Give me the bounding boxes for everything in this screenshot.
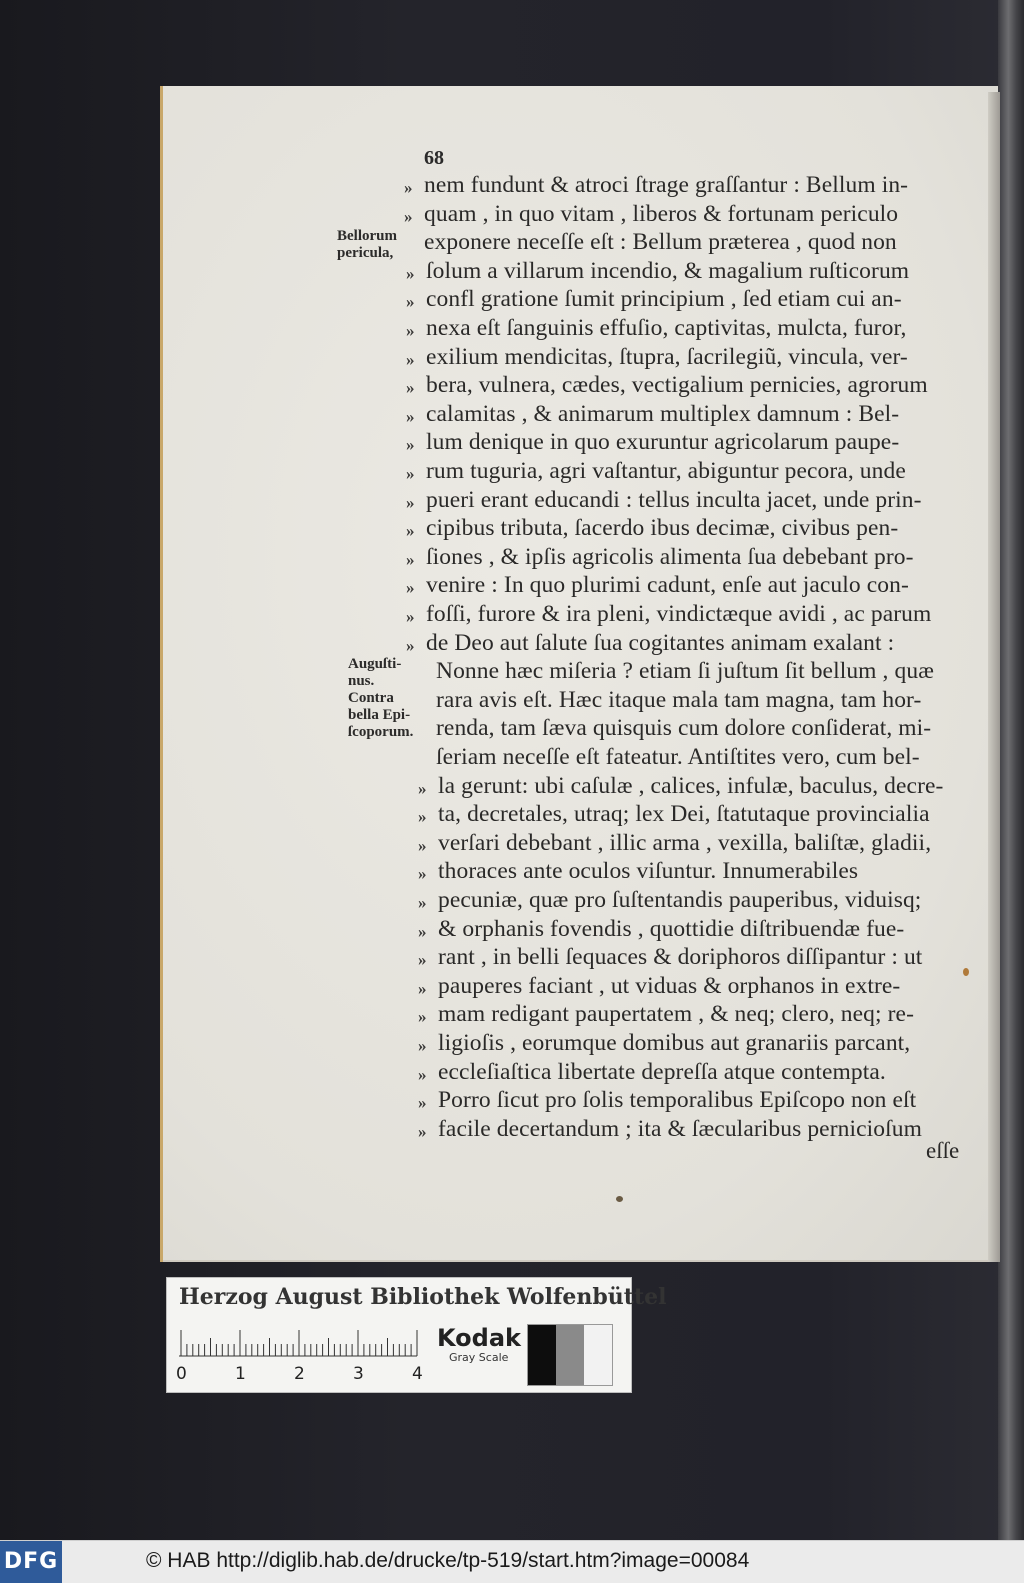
text-line: ſeriam neceſſe eſt fateatur. Antiſtites vero, cum bel- [436, 744, 920, 770]
text-line: thoraces ante oculos viſuntur. Innumerabiles [438, 858, 859, 885]
quotation-mark: » [418, 893, 427, 912]
text-line: Porro ſicut pro ſolis temporalibus Epiſcopo non eſt [438, 1087, 917, 1114]
text-line: la gerunt: ubi caſulæ , calices, infulæ, baculus, decre- [438, 772, 944, 799]
ruler-number: 4 [412, 1364, 423, 1384]
quotation-mark: » [406, 521, 415, 541]
quotation-mark: » [418, 1093, 427, 1113]
text-line: ſiones , & ipſis agricolis alimenta ſua debebant pro- [426, 543, 914, 570]
margin-note-augustinus [348, 656, 413, 741]
text-line: bera, vulnera, cædes, vectigalium pernicies, agrorum [426, 372, 928, 399]
card-title: Herzog August Bibliothek Wolfenbüttel [179, 1284, 667, 1310]
text-line: verſari debebant , illic arma , vexilla, baliſtæ, gladii, [438, 829, 932, 856]
quotation-mark: » [418, 1064, 427, 1084]
grayscale-label: Gray Scale [449, 1351, 509, 1364]
text-line: facile decertandum ; ita & ſæcularibus pernicioſum [438, 1115, 922, 1142]
text-line: calamitas , & animarum multiplex damnum : Bel- [426, 400, 900, 427]
text-line: pueri erant educandi : tellus inculta jacet, unde prin- [426, 486, 922, 513]
quotation-mark: » [406, 635, 415, 655]
ruler-number: 1 [235, 1364, 246, 1384]
book-spine [998, 0, 1024, 1540]
quotation-mark: » [418, 950, 427, 970]
page-number: 68 [424, 147, 444, 169]
text-line: foſſi, furore & ira pleni, vindictæque avidi , ac parum [426, 601, 932, 627]
margin-note-line: bella Epi- [348, 707, 411, 723]
text-line: eccleſiaſtica libertate depreſſa atque contempta. [438, 1058, 886, 1085]
text-line: quam , in quo vitam , liberos & fortunam periculo [424, 200, 899, 227]
margin-note-line: pericula, [337, 245, 394, 261]
copyright-link[interactable]: © HAB http://diglib.hab.de/drucke/tp-519/start.htm?image=00084 [146, 1549, 750, 1572]
gray-swatch [584, 1325, 612, 1385]
text-line: mam redigant paupertatem , & neq; clero, neq; re- [438, 1001, 915, 1028]
catchword: eſſe [926, 1138, 960, 1164]
ruler-scale [179, 1326, 419, 1362]
quotation-mark: » [418, 1007, 427, 1027]
quotation-mark: » [406, 549, 415, 569]
text-line: rant , in belli ſequaces & doriphoros diſſipantur : ut [438, 944, 923, 971]
dfg-logo: DFG [0, 1541, 62, 1583]
margin-note-line: Auguſti- [348, 656, 402, 672]
text-line: rum tuguria, agri vaſtantur, abiguntur pecora, unde [426, 458, 906, 484]
quotation-mark: » [406, 578, 415, 598]
quotation-mark: » [406, 492, 415, 512]
ruler-number: 2 [294, 1364, 305, 1384]
quotation-mark: » [406, 292, 415, 312]
margin-note-line: Contra [348, 690, 394, 706]
quotation-mark: » [418, 921, 427, 941]
quotation-mark: » [406, 263, 415, 283]
text-line: ligioſis , eorumque domibus aut granariis parcant, [438, 1030, 911, 1056]
quotation-mark: » [418, 807, 427, 827]
quotation-mark: » [406, 321, 415, 340]
quotation-mark: » [418, 978, 427, 998]
text-line: cipibus tributa, ſacerdo ibus decimæ, civibus pen- [426, 515, 899, 542]
text-line: & orphanis fovendis , quottidie diſtribuendæ fue- [438, 915, 905, 942]
margin-note-bellorum [337, 228, 397, 262]
text-line: pauperes faciant , ut viduas & orphanos in extre- [438, 972, 901, 999]
text-line: exilium mendicitas, ſtupra, ſacrilegiũ, vincula, ver- [426, 343, 908, 370]
footer-bar [0, 1540, 1024, 1583]
text-line: pecuniæ, quæ pro ſuſtentandis pauperibus, viduisq; [438, 887, 922, 913]
page-edge [988, 92, 1000, 1262]
text-line: ſolum a villarum incendio, & magalium ruſticorum [426, 257, 910, 284]
quotation-mark: » [406, 349, 415, 369]
quotation-mark: » [418, 1036, 427, 1055]
margin-note-line: ſcoporum. [348, 724, 414, 740]
quotation-mark: » [404, 206, 413, 226]
quotation-mark: » [406, 406, 415, 426]
kodak-logo: Kodak [437, 1324, 521, 1352]
quotation-mark: » [406, 435, 415, 455]
ruler-number: 3 [353, 1364, 364, 1384]
text-line: de Deo aut ſalute ſua cogitantes animam exalant : [426, 629, 895, 656]
text-line: nem fundunt & atroci ſtrage graſſantur : Bellum in- [424, 172, 909, 198]
ink-spot [963, 968, 969, 976]
ruler-number: 0 [176, 1364, 187, 1384]
quotation-mark: » [406, 378, 415, 398]
text-line: lum denique in quo exuruntur agricolarum paupe- [426, 429, 900, 456]
quotation-mark: » [418, 864, 427, 884]
text-line: exponere neceſſe eſt : Bellum præterea , quod non [424, 229, 897, 256]
text-line: rara avis eſt. Hæc itaque mala tam magna, tam hor- [436, 686, 922, 713]
quotation-mark: » [418, 835, 427, 855]
quotation-mark: » [406, 464, 415, 483]
gray-swatches [527, 1324, 613, 1386]
quotation-mark: » [418, 778, 427, 798]
gray-swatch [556, 1325, 584, 1385]
text-line: ta, decretales, utraq; lex Dei, ſtatutaque provincialia [438, 801, 930, 828]
margin-note-line: Bellorum [337, 228, 397, 244]
quotation-mark: » [418, 1121, 427, 1141]
text-line: renda, tam ſæva quisquis cum dolore conſiderat, mi- [436, 715, 932, 742]
text-line: nexa eſt ſanguinis effuſio, captivitas, mulcta, furor, [426, 315, 907, 341]
text-line: venire : In quo plurimi cadunt, enſe aut jaculo con- [426, 572, 909, 599]
quotation-mark: » [406, 607, 415, 626]
ink-spot [616, 1196, 623, 1202]
gray-swatch [528, 1325, 556, 1385]
margin-note-line: nus. [348, 673, 375, 689]
text-line: Nonne hæc miſeria ? etiam ſi juſtum ſit bellum , quæ [436, 658, 934, 685]
quotation-mark: » [404, 178, 413, 197]
text-line: confl gratione ſumit principium , ſed etiam cui an- [426, 286, 902, 313]
color-calibration-card [166, 1277, 667, 1393]
